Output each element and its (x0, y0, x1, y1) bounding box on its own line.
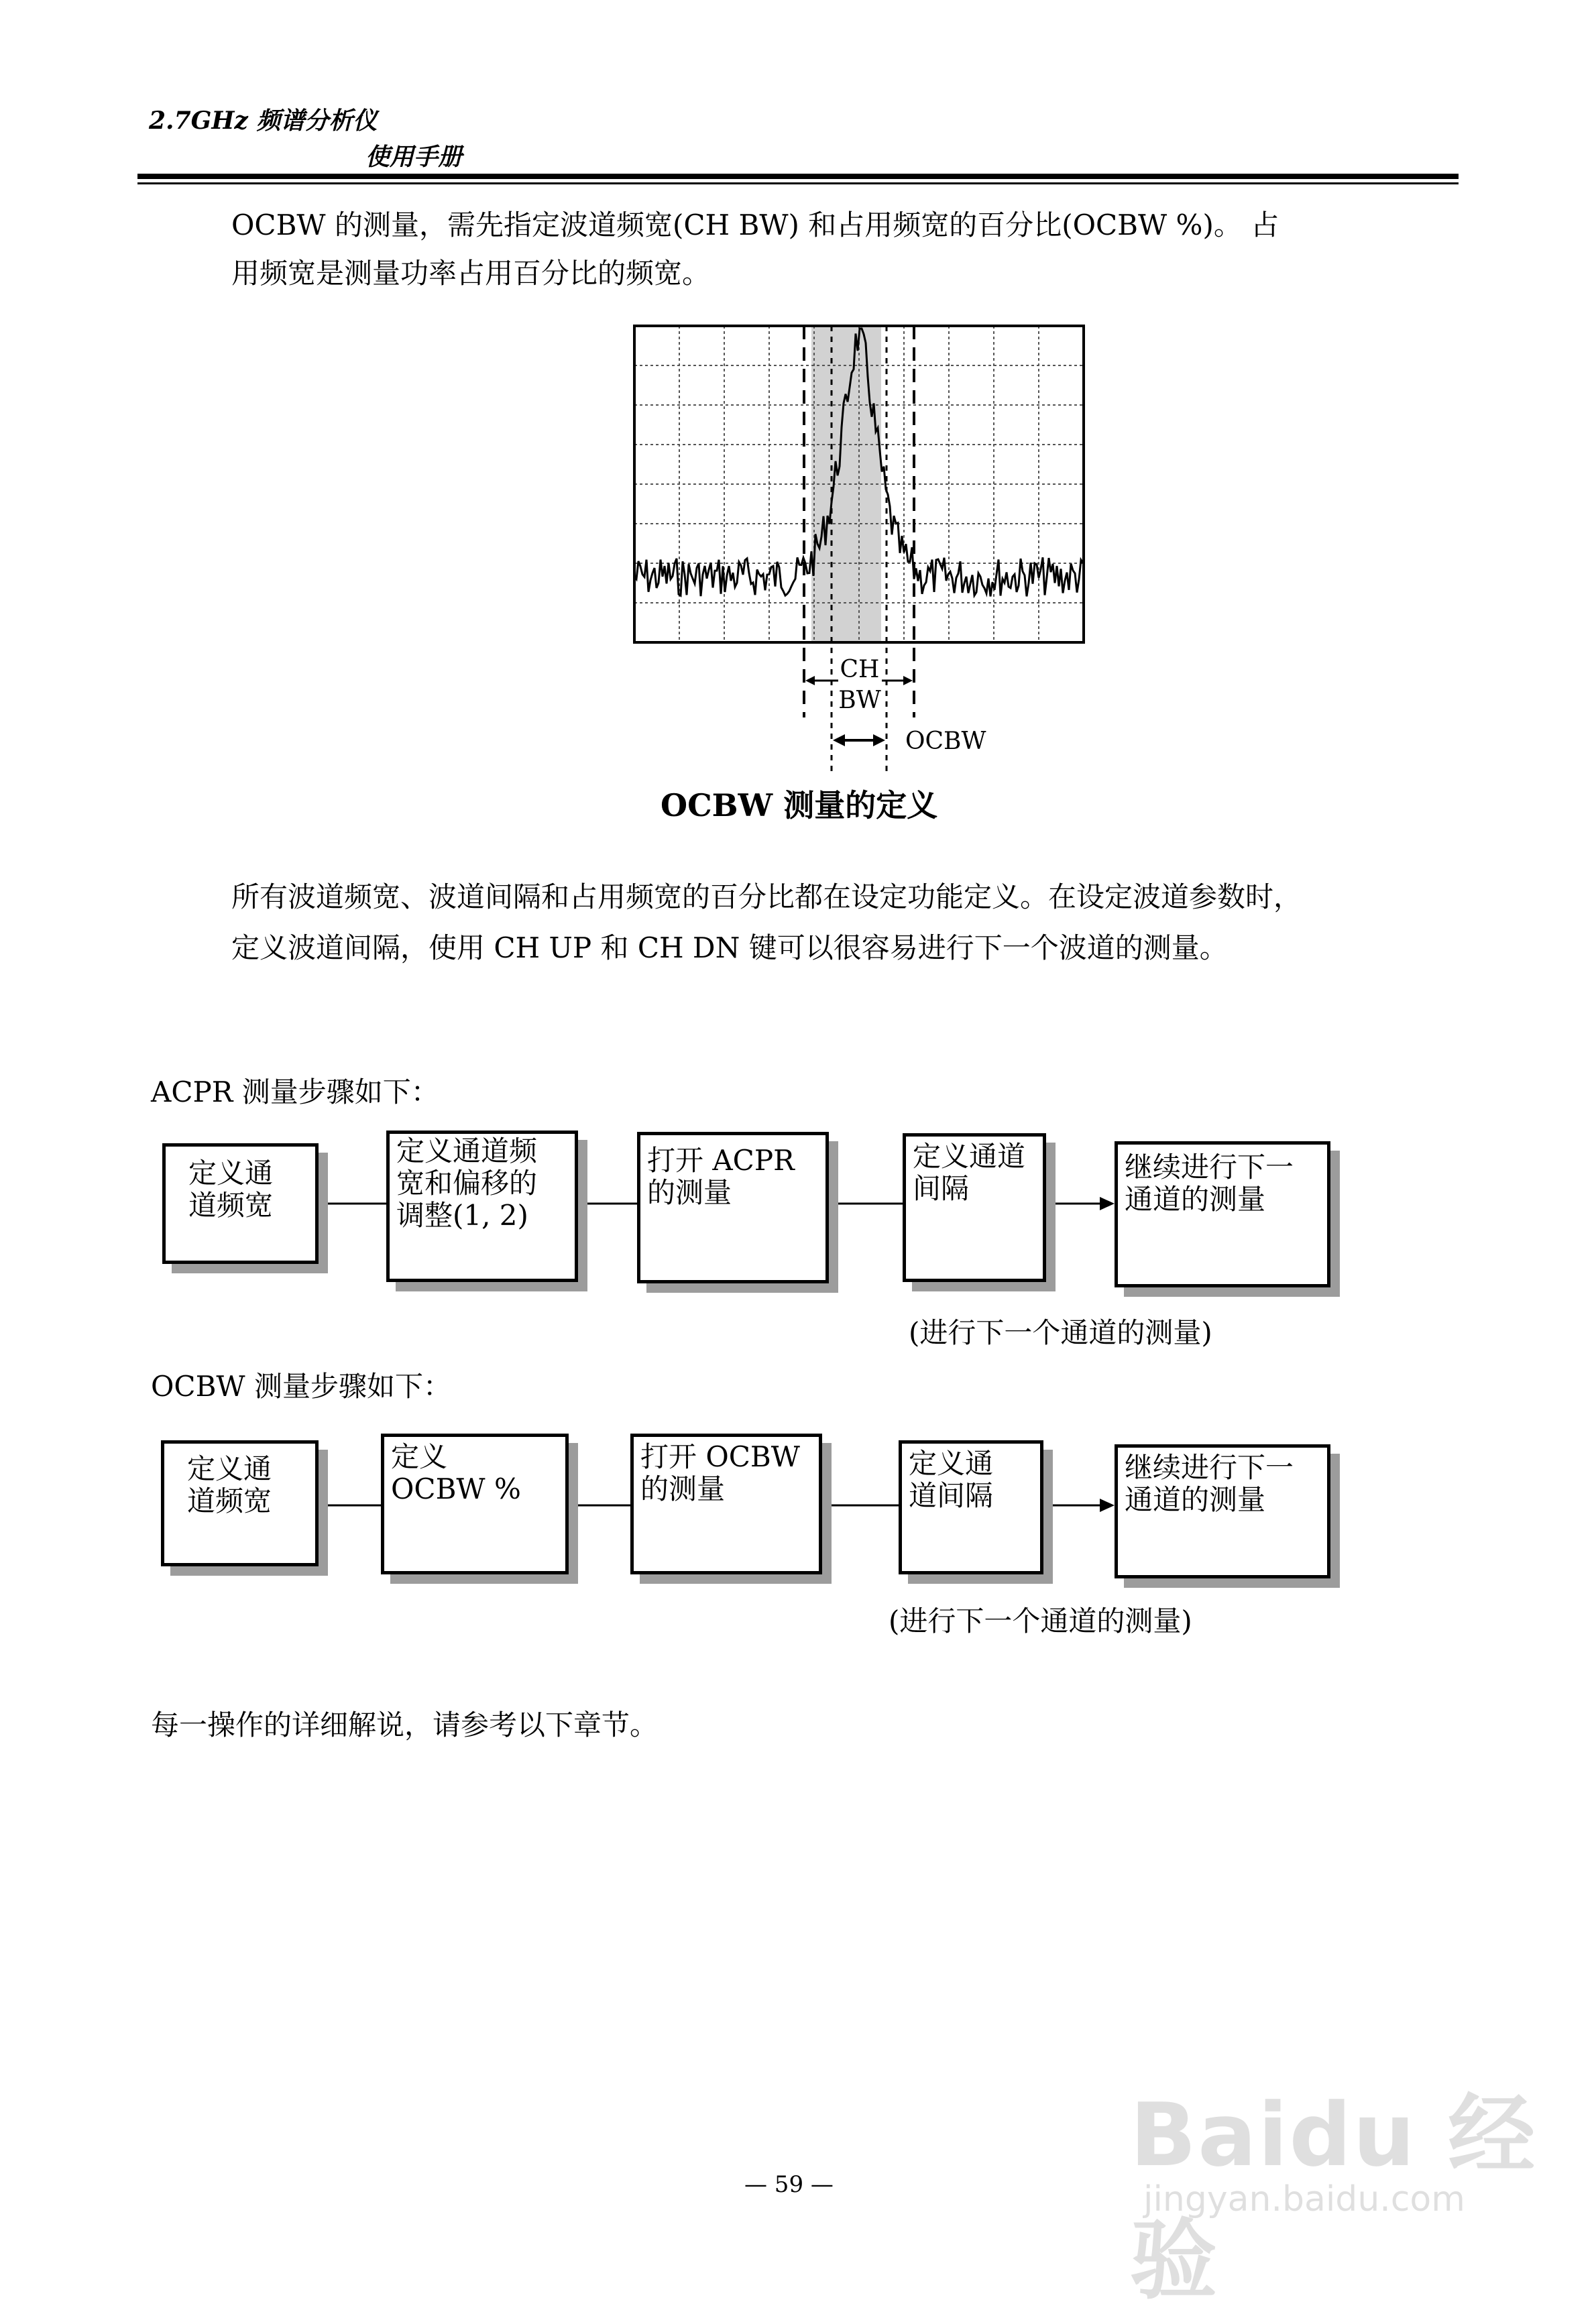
acpr-next-note: (进行下一个通道的测量) (909, 1316, 1212, 1349)
footer-text: 每一操作的详细解说，请参考以下章节。 (151, 1709, 659, 1741)
box-line: 通道的测量 (1125, 1483, 1266, 1516)
box-line: 打开 OCBW (640, 1440, 800, 1473)
label-ocbw: OCBW (905, 728, 986, 755)
box-line: 定义通 (188, 1157, 274, 1190)
label-ch: CH (840, 656, 880, 683)
baidu-watermark (1130, 2045, 1546, 2311)
ch-bw-arrow-right (903, 676, 913, 685)
header-subtitle: 使用手册 (365, 143, 463, 171)
intro-paragraph (231, 201, 1452, 298)
ocbw-step-3-box (630, 1434, 822, 1574)
ocbw-heading: OCBW 测量步骤如下： (151, 1370, 451, 1403)
acpr-heading: ACPR 测量步骤如下： (151, 1076, 439, 1108)
header-title: 2.7GHz 频谱分析仪 (149, 107, 378, 135)
box-line: 打开 ACPR (647, 1144, 795, 1177)
box-line: 的测量 (640, 1472, 726, 1505)
ocbw-spectrum-figure (617, 315, 1100, 771)
box-line: OCBW % (391, 1472, 521, 1505)
ocbw-step-5-box (1115, 1444, 1330, 1578)
ocbw-arrow-left (833, 734, 845, 746)
ocbw-arrow-icon (1100, 1499, 1115, 1512)
page-number: — 59 — (744, 2171, 834, 2198)
box-line: 的测量 (647, 1176, 732, 1209)
acpr-step-2-box (386, 1131, 578, 1282)
label-bw: BW (838, 687, 881, 714)
box-line: 定义通 (909, 1447, 994, 1480)
box-line: 定义通道频 (396, 1135, 538, 1167)
box-line: 间隔 (913, 1172, 970, 1205)
channel-line-2: 定义波道间隔，使用 CH UP 和 CH DN 键可以很容易进行下一个波道的测量。 (231, 931, 1228, 964)
figure-caption: OCBW 测量的定义 (661, 787, 938, 823)
intro-line-2: 用频宽是测量功率占用百分比的频宽。 (231, 257, 711, 290)
intro-line-1: OCBW 的测量，需先指定波道频宽(CH BW) 和占用频宽的百分比(OCBW %)。 占 (231, 209, 1279, 241)
acpr-arrow-icon (1100, 1197, 1115, 1210)
watermark-url: jingyan.baidu.com (1143, 2179, 1465, 2219)
box-line: 通道的测量 (1125, 1183, 1266, 1216)
acpr-step-1-box (162, 1143, 319, 1264)
header-rule (137, 174, 1459, 179)
ocbw-arrow-right (873, 734, 885, 746)
channel-line-1: 所有波道频宽、波道间隔和占用频宽的百分比都在设定功能定义。在设定波道参数时， (231, 880, 1302, 913)
box-line: 宽和偏移的 (396, 1167, 538, 1200)
box-line: 道间隔 (909, 1479, 994, 1512)
header-rule-thin (137, 182, 1459, 184)
box-line: 继续进行下一 (1125, 1451, 1294, 1484)
box-line: 定义通道 (913, 1140, 1026, 1173)
watermark-brand: Baidu 经验 (1130, 2084, 1537, 2311)
channel-paragraph (231, 872, 1452, 974)
box-line: 定义通 (187, 1452, 272, 1485)
box-line: 调整(1, 2) (396, 1199, 528, 1232)
box-line: 定义 (391, 1440, 448, 1473)
acpr-step-5-box (1115, 1141, 1330, 1287)
ocbw-step-2-box (381, 1434, 569, 1574)
box-line: 道频宽 (188, 1189, 274, 1222)
ocbw-step-4-box (899, 1440, 1043, 1574)
ocbw-next-note: (进行下一个通道的测量) (889, 1605, 1192, 1637)
box-line: 道频宽 (187, 1485, 272, 1517)
ocbw-step-1-box (161, 1440, 319, 1566)
acpr-step-3-box (637, 1132, 829, 1283)
acpr-step-4-box (903, 1133, 1046, 1282)
box-line: 继续进行下一 (1125, 1151, 1294, 1183)
ch-bw-arrow-left (805, 676, 815, 685)
